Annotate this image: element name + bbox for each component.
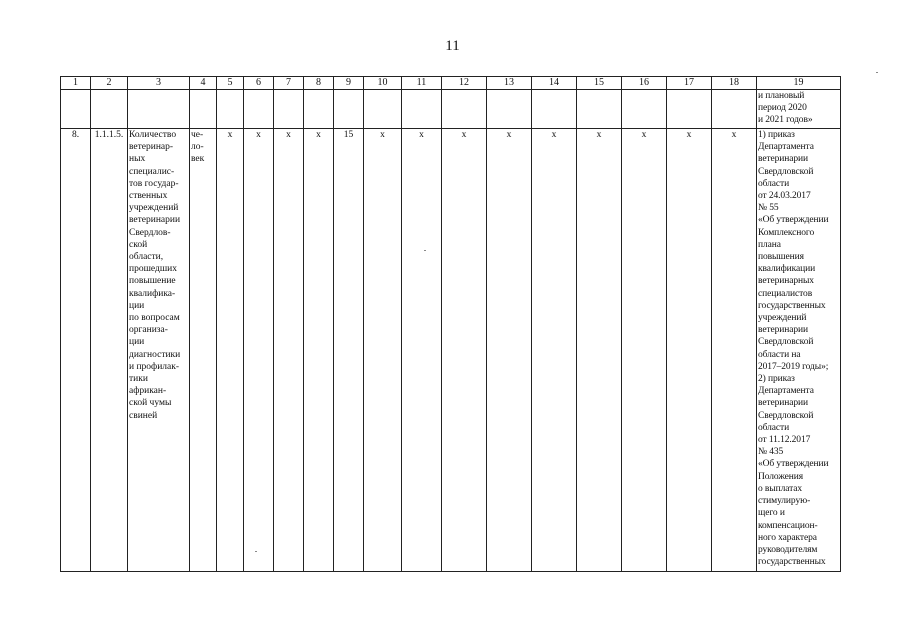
value-cell: х	[532, 129, 577, 572]
header-cell: 7	[274, 77, 304, 90]
document-table	[60, 76, 841, 572]
header-cell: 5	[217, 77, 244, 90]
header-cell: 3	[128, 77, 190, 90]
legal-basis-cell: 1) приказ Департамента ветеринарии Свердловской области от 24.03.2017 № 55 «Об утверждении Комплексного плана повышения квалификации ветеринарных специалистов государственных учреждений ветеринарии Свердловской области на 2017–2019 годы»; 2) приказ Департамента ветеринарии Свердловской области от 11.12.2017 № 435 «Об утверждении Положения о выплатах стимулирую- щего и компенсацион- ного характера руководителям государственных	[757, 129, 841, 572]
header-cell: 6	[244, 77, 274, 90]
indicator-name: Количество ветеринар- ных специалис- тов государ- ственных учреждений ветеринарии Свердлов- ской области, прошедших повышение квалифика- ции по вопросам организа- ции диагностики и профилак- тики африкан- ской чумы свиней	[128, 129, 190, 572]
header-cell: 14	[532, 77, 577, 90]
header-cell: 9	[334, 77, 364, 90]
header-cell: 10	[364, 77, 402, 90]
header-cell: 11	[402, 77, 442, 90]
page-number: 11	[445, 38, 460, 54]
value-cell: х	[364, 129, 402, 572]
value-cell: х	[712, 129, 757, 572]
value-cell: х	[442, 129, 487, 572]
scan-speck	[255, 551, 257, 552]
table-header-row	[61, 77, 841, 90]
scan-speck	[876, 72, 878, 73]
value-cell: х	[217, 129, 244, 572]
value-cell: х	[487, 129, 532, 572]
header-cell: 13	[487, 77, 532, 90]
header-cell: 16	[622, 77, 667, 90]
continuation-text: и плановый период 2020 и 2021 годов»	[757, 90, 841, 129]
header-cell: 19	[757, 77, 841, 90]
value-cell: 15	[334, 129, 364, 572]
value-cell: х	[304, 129, 334, 572]
header-cell: 12	[442, 77, 487, 90]
header-cell: 4	[190, 77, 217, 90]
value-cell: х	[577, 129, 622, 572]
value-cell: х	[667, 129, 712, 572]
header-cell: 8	[304, 77, 334, 90]
header-cell: 1	[61, 77, 91, 90]
header-cell: 2	[91, 77, 128, 90]
unit-cell: че- ло- век	[190, 129, 217, 572]
value-cell: х	[244, 129, 274, 572]
table-row	[61, 129, 841, 572]
header-cell: 15	[577, 77, 622, 90]
row-number: 8.	[61, 129, 91, 572]
row-code: 1.1.1.5.	[91, 129, 128, 572]
value-cell: х	[402, 129, 442, 572]
header-cell: 18	[712, 77, 757, 90]
value-cell: х	[274, 129, 304, 572]
scan-speck	[424, 250, 426, 251]
continuation-row	[61, 90, 841, 129]
value-cell: х	[622, 129, 667, 572]
header-cell: 17	[667, 77, 712, 90]
